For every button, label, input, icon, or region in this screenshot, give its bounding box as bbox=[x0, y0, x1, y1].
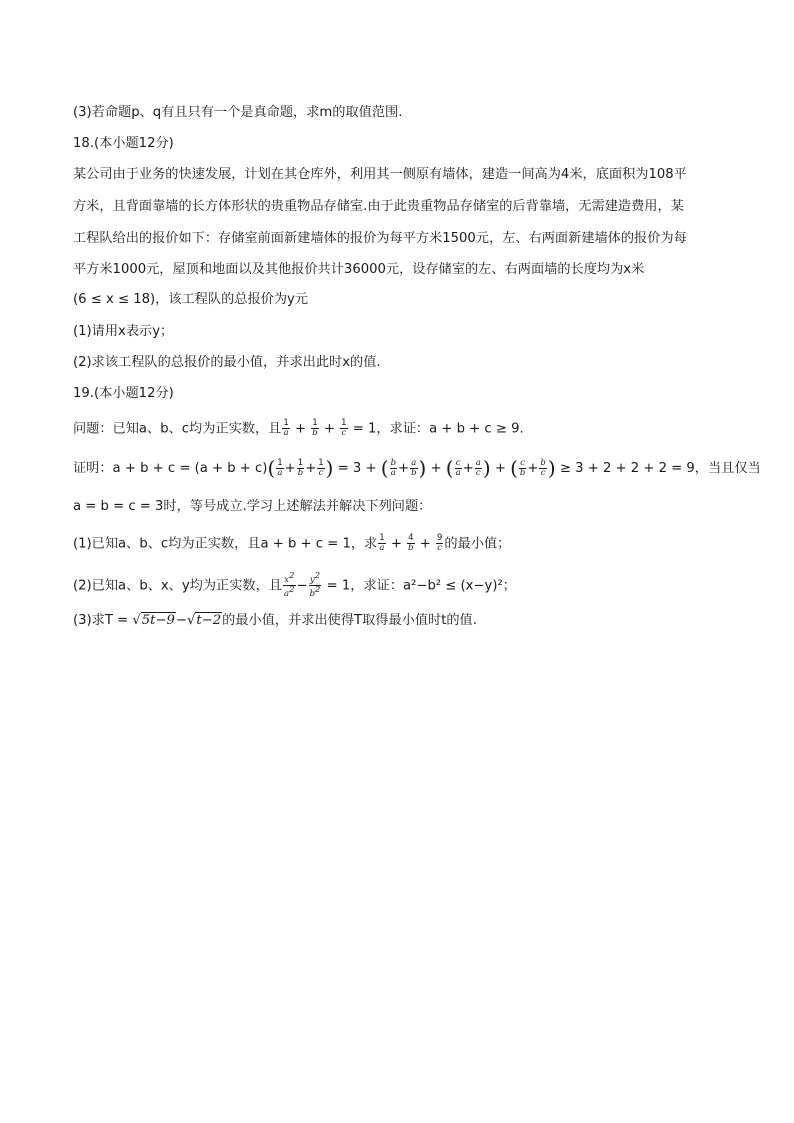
q19-proof-line2: a = b = c = 3时，等号成立.学习上述解法并解决下列问题： bbox=[73, 499, 432, 514]
q19-proof-text-c: ≥ 3 + 2 + 2 + 2 = 9，当且仅当 bbox=[559, 461, 761, 476]
q18-para-line3: 工程队给出的报价如下：存储室前面新建墙体的报价为每平方米1500元，左、右两面新建墙体的报价为每 bbox=[73, 231, 687, 246]
q18-header: 18.(本小题12分) bbox=[73, 136, 174, 151]
q19-part3-text-a: (3)求T = bbox=[73, 613, 129, 628]
fraction-1-over-a: $\frac{1}{a}$ bbox=[283, 418, 289, 438]
q18-para-line4: 平方米1000元，屋顶和地面以及其他报价共计36000元，设存储室的左、右两面墙的长度均为x米 bbox=[73, 262, 645, 277]
q18-para-line1: 某公司由于业务的快速发展，计划在其仓库外，利用其一侧原有墙体，建造一间高为4米，底面积为108平 bbox=[73, 167, 687, 182]
q19-part3-text-b: 的最小值，并求出使得T取得最小值时t的值. bbox=[222, 613, 477, 628]
q19-proof-line1: 证明：a + b + c = (a + b + c)( $\frac{1}{a}$ + $\frac{1}{b}$ + $\frac{1}{c}$ ) = 3 + ( $\frac{b}{a}$ + $\frac{a}{b}$ ) + ( $\frac{c}{a}$ + $\frac{a}{c}$ ) + ( $\frac{c}{b}$ + $\frac{b}{c}$ ) ≥ 3 + 2 + 2 + 2 = 9，当且仅当 bbox=[73, 456, 761, 480]
q18-para-line2: 方米，且背面靠墙的长方体形状的贵重物品存储室.由于此贵重物品存储室的后背靠墙，无需建造费用，某 bbox=[73, 199, 684, 214]
q19-problem-text-a: 问题：已知a、b、c均为正实数，且 bbox=[73, 421, 282, 437]
q19-part1: (1)已知a、b、c均为正实数，且a + b + c = 1，求 $\frac{1}{a}$ + $\frac{4}{b}$ + $\frac{9}{c}$ 的最小值； bbox=[73, 533, 511, 553]
fraction-1-over-c: $\frac{1}{c}$ bbox=[341, 418, 347, 438]
q18-para-line5: (6 ≤ x ≤ 18)，该工程队的总报价为y元 bbox=[73, 292, 308, 307]
q19-part1-text-b: 的最小值； bbox=[444, 536, 511, 552]
q19-proof-text-b: = 3 + bbox=[337, 461, 377, 476]
q19-part2-text-a: (2)已知a、b、x、y均为正实数，且 bbox=[73, 578, 282, 594]
q19-part1-text-a: (1)已知a、b、c均为正实数，且a + b + c = 1，求 bbox=[73, 536, 378, 552]
sqrt-expression-2: √t−2 bbox=[186, 613, 222, 628]
fraction-1-over-b: $\frac{1}{b}$ bbox=[312, 418, 318, 438]
q19-proof-text-a: 证明：a + b + c = (a + b + c) bbox=[73, 461, 268, 476]
q19-part3: (3)求T = √5t−9−√t−2的最小值，并求出使得T取得最小值时t的值. bbox=[73, 611, 723, 631]
q19-problem: 问题：已知a、b、c均为正实数，且 $\frac{1}{a}$ + $\frac{1}{b}$ + $\frac{1}{c}$ = 1，求证：a + b + c ≥ 9. bbox=[73, 418, 524, 438]
q17-part3: (3)若命题p、q有且只有一个是真命题，求m的取值范围. bbox=[73, 105, 403, 120]
q19-problem-text-b: = 1，求证：a + b + c ≥ 9. bbox=[352, 421, 524, 437]
q19-header: 19.(本小题12分) bbox=[73, 386, 174, 401]
q18-part2: (2)求该工程队的总报价的最小值，并求出此时x的值. bbox=[73, 355, 381, 370]
q19-part2: (2)已知a、b、x、y均为正实数，且 $\frac{x^2}{a^2}$ − $\frac{y^2}{b^2}$ = 1，求证：a²−b² ≤ (x−y)²； bbox=[73, 571, 516, 599]
q19-part2-text-b: = 1，求证：a²−b² ≤ (x−y)²； bbox=[326, 578, 516, 594]
q18-part1: (1)请用x表示y； bbox=[73, 324, 174, 339]
sqrt-expression-1: √5t−9 bbox=[132, 613, 175, 628]
